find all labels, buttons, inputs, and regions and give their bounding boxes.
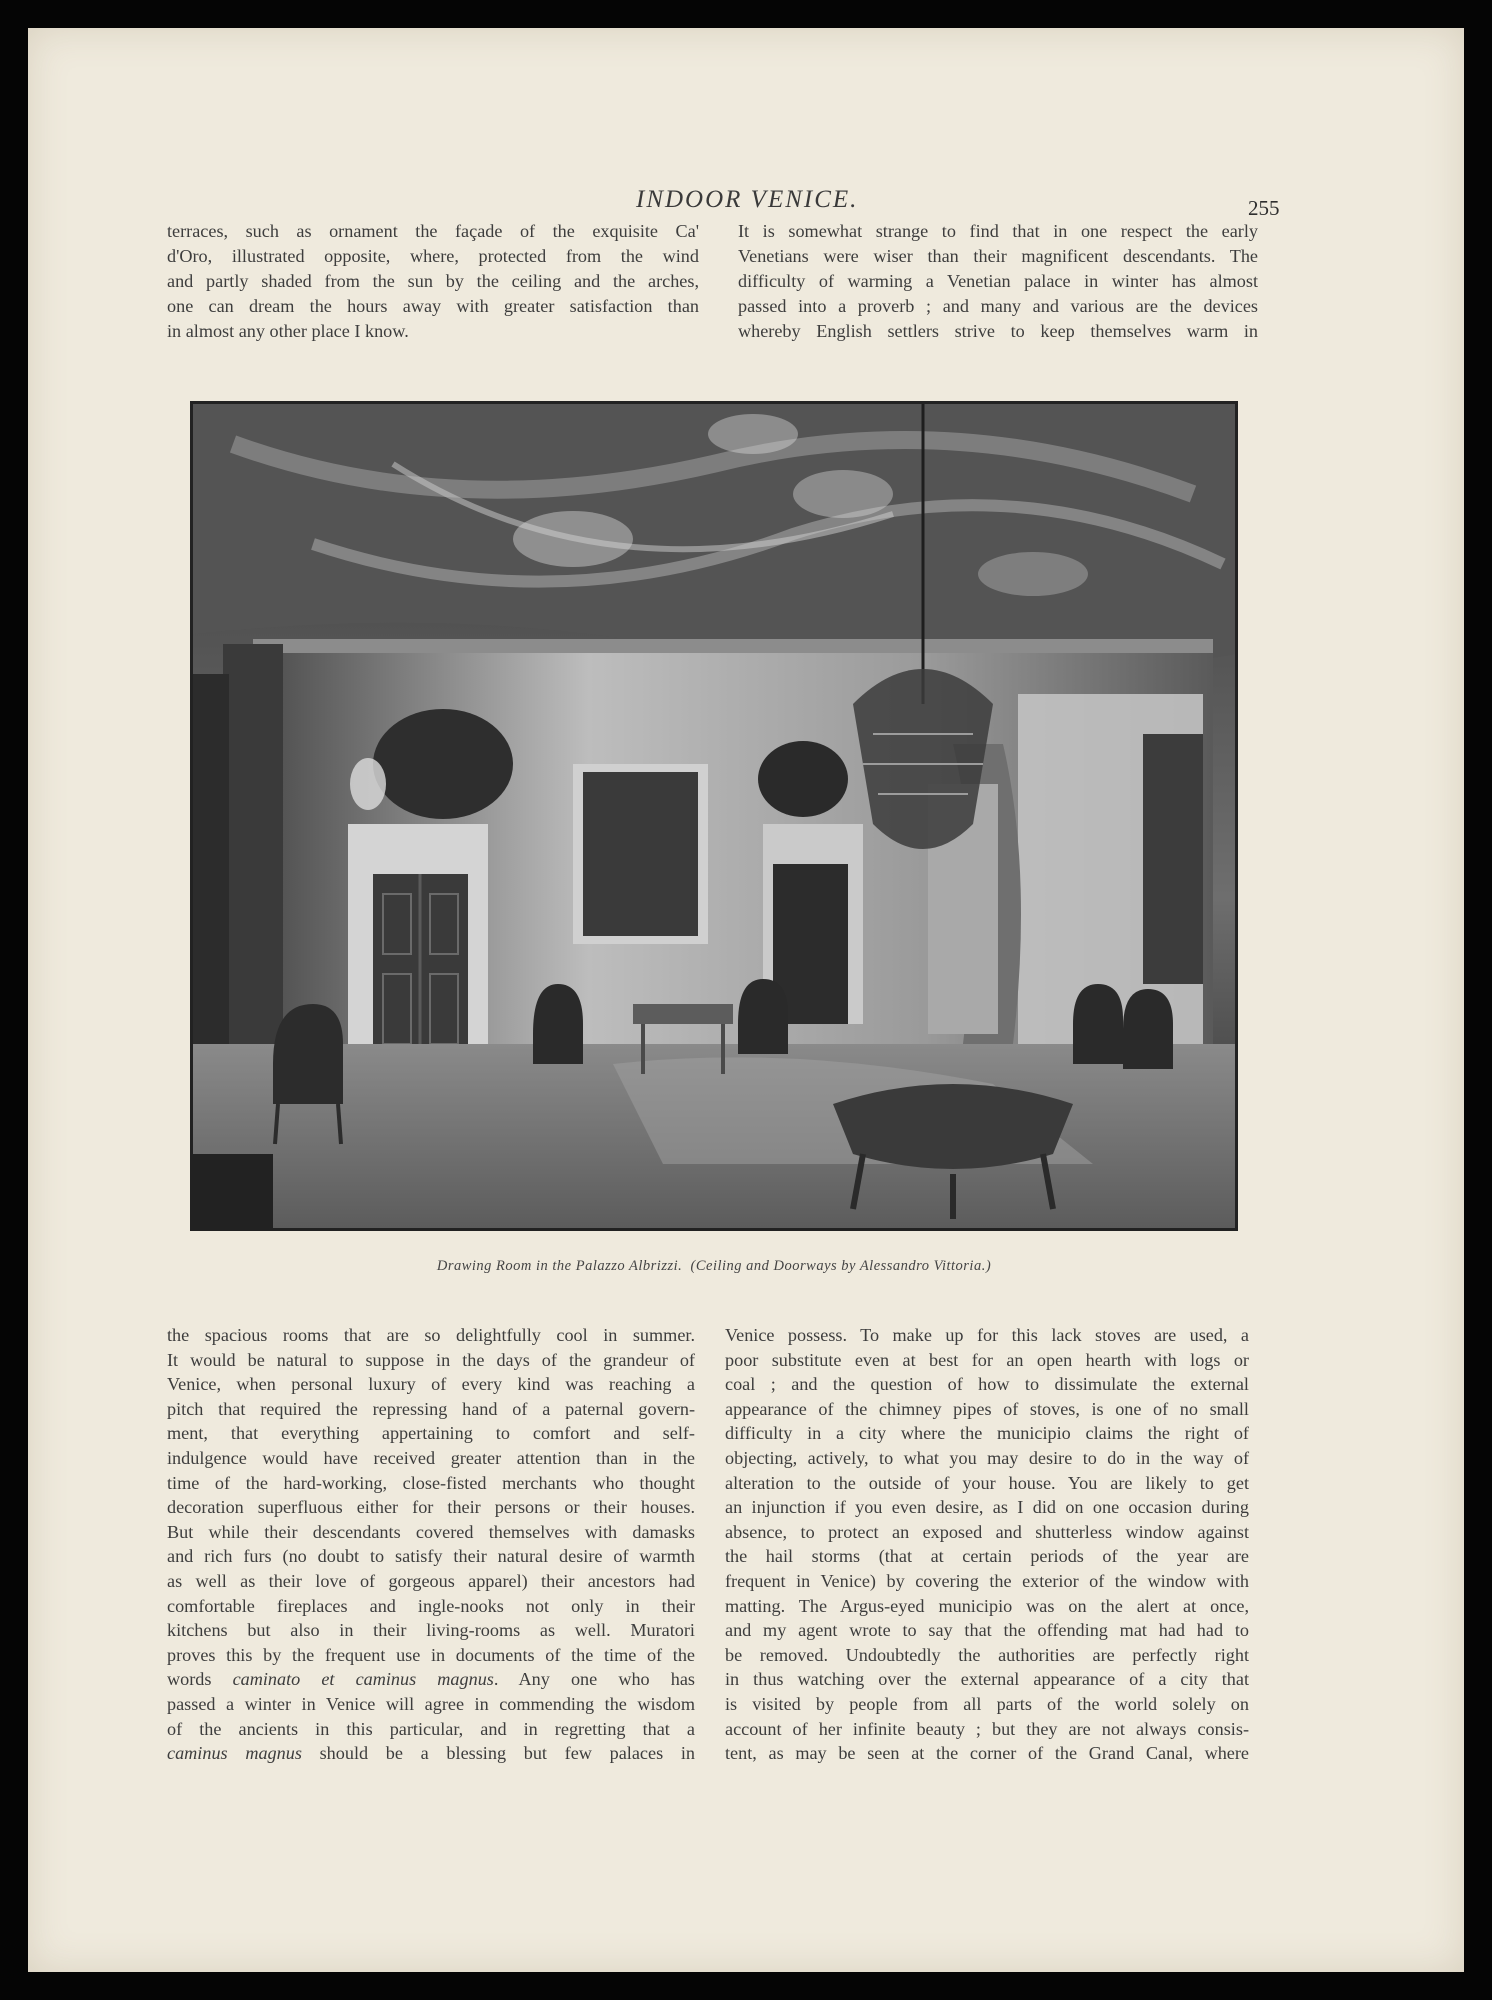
text-line: difficulty of warming a Venetian palace in winter has almost (738, 271, 1258, 291)
text-line: time of the hard-working, close-fisted merchants who thought (167, 1472, 695, 1493)
text-line: appearance of the chimney pipes of stoves, is one of no small (725, 1398, 1249, 1419)
text-line: It would be natural to suppose in the days of the grandeur of (167, 1349, 695, 1370)
text-line: Venice possess. To make up for this lack stoves are used, a (725, 1325, 1249, 1345)
text-line: whereby English settlers strive to keep themselves warm in (738, 321, 1258, 341)
top-left-column (167, 219, 699, 344)
caption-credit: (Ceiling and Doorways by Alessandro Vittoria.) (690, 1258, 992, 1274)
text-line: tent, as may be seen at the corner of the Grand Canal, where (725, 1743, 1249, 1764)
text-line: an injunction if you even desire, as I did on one occasion during (725, 1497, 1249, 1518)
page-number: 255 (1248, 196, 1280, 220)
text-line: Venice, when personal luxury of every kind was reaching a (167, 1374, 695, 1395)
text-line: one can dream the hours away with greater satisfaction than (167, 296, 699, 316)
text-line: as well as their love of gorgeous apparel) their ancestors had (167, 1570, 695, 1591)
text-line: indulgence would have received greater attention than in the (167, 1447, 695, 1468)
text-line: ment, that everything appertaining to comfort and self- (167, 1423, 695, 1444)
text-line: and partly shaded from the sun by the ceiling and the arches, (167, 271, 699, 291)
text-line: terraces, such as ornament the façade of the exquisite Ca' (167, 221, 699, 241)
text-line: absence, to protect an exposed and shutterless window against (725, 1521, 1249, 1542)
top-right-column (738, 219, 1258, 344)
text-line: poor substitute even at best for an open hearth with logs or (725, 1349, 1249, 1370)
text-run: . Any one who has (493, 1669, 695, 1690)
text-line: account of her infinite beauty ; but they are not always consis- (725, 1718, 1249, 1739)
running-head: INDOOR VENICE. (636, 186, 859, 213)
text-line: the hail storms (that at certain periods of the year are (725, 1546, 1249, 1567)
text-run: should be a blessing but few palaces in (301, 1743, 695, 1764)
text-line: of the ancients in this particular, and in regretting that a (167, 1718, 695, 1739)
text-line: decoration superfluous either for their persons or their houses. (167, 1497, 695, 1518)
bottom-right-column (725, 1323, 1249, 1766)
text-line: pitch that required the repressing hand of a paternal govern- (167, 1398, 695, 1419)
text-line: difficulty in a city where the municipio claims the right of (725, 1423, 1249, 1444)
text-line: matting. The Argus-eyed municipio was on the alert at once, (725, 1595, 1249, 1616)
text-line: the spacious rooms that are so delightfully cool in summer. (167, 1325, 695, 1345)
text-line: But while their descendants covered themselves with damasks (167, 1521, 695, 1542)
text-line (167, 1741, 695, 1766)
text-run: words (167, 1669, 233, 1690)
text-line: kitchens but also in their living-rooms as well. Muratori (167, 1620, 695, 1641)
text-line: and my agent wrote to say that the offending mat had had to (725, 1620, 1249, 1641)
text-line: objecting, actively, to what you may desire to do in the way of (725, 1447, 1249, 1468)
text-line: is visited by people from all parts of the world solely on (725, 1693, 1249, 1714)
latin-phrase: caminus magnus (167, 1743, 302, 1764)
text-line: in thus watching over the external appearance of a city that (725, 1669, 1249, 1690)
text-line: in almost any other place I know. (167, 321, 409, 341)
text-line: alteration to the outside of your house. You are likely to get (725, 1472, 1249, 1493)
text-line: proves this by the frequent use in documents of the time of the (167, 1644, 695, 1665)
text-line: and rich furs (no doubt to satisfy their natural desire of warmth (167, 1546, 695, 1567)
text-line: comfortable fireplaces and ingle-nooks not only in their (167, 1595, 695, 1616)
text-line: It is somewhat strange to find that in one respect the early (738, 221, 1258, 241)
text-line: frequent in Venice) by covering the exterior of the window with (725, 1570, 1249, 1591)
text-line: d'Oro, illustrated opposite, where, protected from the wind (167, 246, 699, 266)
text-line: passed into a proverb ; and many and various are the devices (738, 296, 1258, 316)
bottom-left-column (167, 1323, 695, 1766)
caption-title: Drawing Room in the Palazzo Albrizzi. (436, 1258, 683, 1274)
figure-caption (190, 1258, 1238, 1275)
drawing-room-photograph (190, 401, 1238, 1231)
text-line: Venetians were wiser than their magnificent descendants. The (738, 246, 1258, 266)
text-line (167, 1667, 695, 1692)
text-line: passed a winter in Venice will agree in commending the wisdom (167, 1693, 695, 1714)
text-line: coal ; and the question of how to dissimulate the external (725, 1374, 1249, 1395)
latin-phrase: caminato et caminus magnus (232, 1669, 494, 1690)
text-line: be removed. Undoubtedly the authorities are perfectly right (725, 1644, 1249, 1665)
